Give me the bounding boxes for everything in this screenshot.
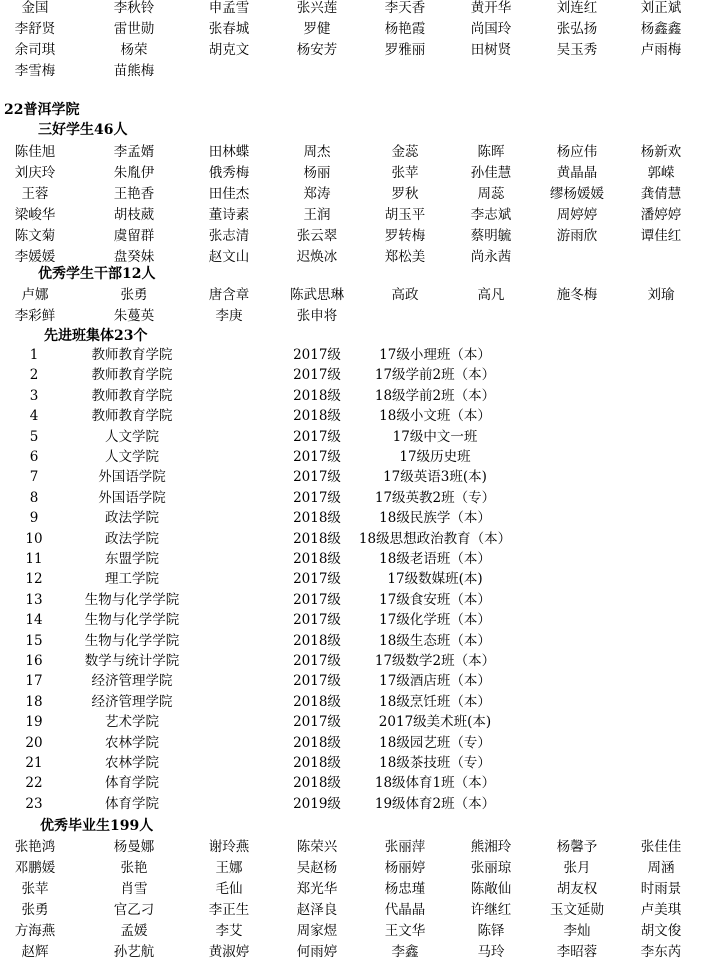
person-name: 李舒贤 (14, 21, 56, 37)
class-number: 9 (29, 510, 39, 527)
graduate-name-row (0, 900, 682, 921)
person-name: 李雪梅 (14, 63, 56, 79)
person-name: 罗健 (303, 21, 331, 37)
class-college: 教师教育学院 (91, 387, 173, 404)
person-name: 吴玉秀 (556, 42, 598, 58)
class-number: 8 (29, 489, 39, 506)
person-name: 潘婷婷 (640, 207, 682, 223)
person-name: 官乙刁 (113, 902, 155, 918)
person-name: 熊湘玲 (470, 839, 512, 855)
graduate-name-row (0, 837, 682, 858)
person-name: 李艾 (215, 923, 243, 939)
person-name: 谭佳红 (640, 228, 682, 244)
person-name: 马玲 (477, 944, 505, 960)
class-name: 18级烹饪班（本） (379, 693, 491, 710)
person-name: 杨丽婷 (384, 860, 426, 876)
name-row (0, 0, 682, 19)
class-table-row (0, 508, 657, 529)
person-name: 罗雅丽 (384, 42, 426, 58)
person-name: 杨忠瑾 (384, 881, 426, 897)
person-name: 赵文山 (208, 249, 250, 265)
class-college: 生物与化学学院 (84, 612, 180, 629)
class-year: 2017级 (293, 612, 341, 629)
person-name: 李秋铃 (113, 0, 155, 16)
person-name: 张月 (563, 860, 591, 876)
class-year: 2019级 (293, 795, 341, 812)
class-name: 17级酒店班（本） (379, 673, 491, 690)
person-name: 陈荣兴 (296, 839, 338, 855)
class-number: 17 (25, 673, 43, 690)
class-year: 2017级 (293, 571, 341, 588)
class-name: 18级老语班（本） (379, 551, 491, 567)
person-name: 李彩鲜 (14, 308, 56, 324)
class-table-row (0, 427, 657, 448)
person-name: 俄秀梅 (208, 165, 250, 181)
person-name: 李庚 (215, 308, 243, 324)
class-table-row (0, 692, 657, 713)
class-table-row (0, 671, 657, 692)
person-name: 刘庆玲 (14, 165, 56, 181)
class-college: 教师教育学院 (91, 367, 173, 384)
class-college: 生物与化学学院 (84, 632, 180, 649)
person-name: 王艳香 (113, 186, 155, 202)
person-name: 金国 (21, 0, 49, 16)
person-name: 朱蔓英 (113, 308, 155, 324)
cadre-name-row (0, 306, 657, 327)
person-name: 孙艺航 (113, 944, 155, 960)
class-table-row (0, 610, 657, 631)
person-name: 罗转梅 (384, 228, 426, 244)
person-name: 高凡 (477, 287, 505, 303)
class-table-row (0, 733, 657, 754)
person-name: 王娜 (215, 860, 243, 876)
class-number: 11 (25, 551, 43, 567)
class-number: 14 (25, 612, 43, 629)
class-college: 经济管理学院 (91, 693, 173, 710)
class-name: 18级学前2班（本） (374, 387, 496, 404)
class-number: 15 (25, 632, 43, 649)
person-name: 胡友权 (556, 881, 598, 897)
person-name: 王润 (303, 207, 331, 223)
person-name: 高政 (391, 287, 419, 303)
person-name: 张春城 (208, 21, 250, 37)
person-name: 迟焕冰 (296, 249, 338, 265)
person-name: 尚永茜 (470, 249, 512, 265)
cadre-name-row (0, 285, 675, 306)
person-name: 杨曼娜 (113, 839, 155, 855)
person-name: 虞留群 (113, 228, 155, 244)
person-name: 孙佳慧 (470, 165, 512, 181)
class-college: 农林学院 (105, 734, 159, 751)
class-table-row (0, 773, 657, 794)
person-name: 张云翠 (296, 228, 338, 244)
class-college: 东盟学院 (105, 551, 159, 567)
class-college: 外国语学院 (98, 469, 166, 486)
person-name: 陈武思琳 (290, 287, 344, 303)
person-name: 杨应伟 (556, 144, 598, 160)
person-name: 许继红 (470, 902, 512, 918)
class-name: 17级数媒班(本) (387, 571, 483, 588)
graduate-name-row (0, 879, 682, 900)
person-name: 郑松美 (384, 249, 426, 265)
class-number: 16 (25, 653, 43, 669)
person-name: 刘瑜 (647, 287, 675, 303)
person-name: 刘连红 (556, 0, 598, 16)
advanced-class-header: 先进班集体23个 (44, 328, 148, 344)
person-name: 李东芮 (640, 944, 682, 960)
person-name: 赵辉 (21, 944, 49, 960)
person-name: 张苹 (391, 165, 419, 181)
class-name: 17级中文一班 (392, 428, 478, 445)
class-college: 人文学院 (105, 449, 159, 465)
person-name: 杨安芳 (296, 42, 338, 58)
person-name: 张勇 (120, 287, 148, 303)
class-name: 17级化学班（本） (379, 612, 491, 629)
class-table-row (0, 712, 657, 733)
class-name: 17级英语3班(本) (383, 469, 487, 486)
class-college: 政法学院 (105, 510, 159, 527)
person-name: 盘癸妹 (113, 249, 155, 265)
person-name: 张勇 (21, 902, 49, 918)
person-name: 周蕊 (477, 186, 505, 202)
class-college: 教师教育学院 (91, 347, 173, 363)
person-name: 杨艳霞 (384, 21, 426, 37)
person-name: 张艳 (120, 860, 148, 876)
class-year: 2017级 (293, 591, 341, 608)
class-number: 18 (25, 693, 43, 710)
class-number: 5 (29, 428, 39, 445)
class-year: 2017级 (293, 428, 341, 445)
merit-name-row (0, 205, 682, 226)
person-name: 周家煜 (296, 923, 338, 939)
class-name: 18级民族学（本） (379, 510, 491, 527)
person-name: 唐含章 (208, 287, 250, 303)
class-year: 2018级 (293, 408, 341, 425)
class-year: 2018级 (293, 387, 341, 404)
class-name: 18级园艺班（专） (379, 734, 491, 751)
person-name: 施冬梅 (556, 287, 598, 303)
person-name: 李鑫 (391, 944, 419, 960)
person-name: 杨馨予 (556, 839, 598, 855)
person-name: 申孟雪 (208, 0, 250, 16)
person-name: 周杰 (303, 144, 331, 160)
person-name: 黄开华 (470, 0, 512, 16)
person-name: 卢美琪 (640, 902, 682, 918)
class-college: 人文学院 (105, 428, 159, 445)
person-name: 张志清 (208, 228, 250, 244)
class-year: 2017级 (293, 489, 341, 506)
class-number: 22 (25, 775, 43, 792)
person-name: 邓鹏媛 (14, 860, 56, 876)
person-name: 周婷婷 (556, 207, 598, 223)
class-number: 20 (25, 734, 43, 751)
class-number: 10 (25, 530, 43, 547)
person-name: 代晶晶 (384, 902, 426, 918)
class-year: 2017级 (293, 347, 341, 363)
class-college: 经济管理学院 (91, 673, 173, 690)
class-year: 2018级 (293, 755, 341, 771)
class-year: 2017级 (293, 449, 341, 465)
class-number: 21 (25, 755, 43, 771)
person-name: 谢玲燕 (208, 839, 250, 855)
merit-name-row (0, 142, 682, 163)
class-name: 17级英教2班（专） (374, 489, 496, 506)
graduate-name-row (0, 858, 675, 879)
class-name: 18级思想政治教育（本） (358, 530, 512, 547)
class-name: 18级茶技班（专） (379, 755, 491, 771)
person-name: 李媛媛 (14, 249, 56, 265)
person-name: 游雨欣 (556, 228, 598, 244)
graduate-name-row (0, 921, 682, 942)
class-table-row (0, 447, 657, 468)
class-table-row (0, 365, 657, 386)
class-table-row (0, 549, 657, 570)
person-name: 苗熊梅 (113, 63, 155, 79)
class-table-row (0, 569, 657, 590)
name-row (0, 19, 682, 40)
person-name: 余司琪 (14, 42, 56, 58)
class-table-row (0, 753, 657, 774)
name-row (0, 40, 682, 61)
merit-name-row (0, 226, 682, 247)
person-name: 田林蝶 (208, 144, 250, 160)
person-name: 张艳鸿 (14, 839, 56, 855)
class-name: 17级小理班（本） (379, 347, 491, 363)
class-college: 政法学院 (105, 530, 159, 547)
class-college: 体育学院 (105, 795, 159, 812)
person-name: 王蓉 (21, 186, 49, 202)
person-name: 胡克文 (208, 42, 250, 58)
class-table-row (0, 631, 657, 652)
person-name: 孟媛 (120, 923, 148, 939)
class-year: 2018级 (293, 734, 341, 751)
class-college: 教师教育学院 (91, 408, 173, 425)
person-name: 张弘扬 (556, 21, 598, 37)
class-table-row (0, 467, 657, 488)
class-number: 7 (29, 469, 39, 486)
class-number: 3 (29, 387, 39, 404)
class-name: 19级体育2班（本） (374, 795, 496, 812)
person-name: 黄淑婷 (208, 944, 250, 960)
class-college: 数学与统计学院 (84, 653, 180, 669)
person-name: 胡文俊 (640, 923, 682, 939)
class-number: 6 (29, 449, 39, 465)
name-row (0, 61, 657, 82)
class-number: 23 (25, 795, 43, 812)
person-name: 肖雪 (120, 881, 148, 897)
person-name: 雷世勋 (113, 21, 155, 37)
cadre-header: 优秀学生干部12人 (38, 266, 156, 282)
class-year: 2018级 (293, 693, 341, 710)
person-name: 郑光华 (296, 881, 338, 897)
class-name: 18级体育1班（本） (374, 775, 496, 792)
person-name: 李灿 (563, 923, 591, 939)
person-name: 何雨婷 (296, 944, 338, 960)
person-name: 朱胤伊 (113, 165, 155, 181)
graduate-name-row (0, 942, 682, 963)
class-year: 2017级 (293, 714, 341, 731)
person-name: 杨鑫鑫 (640, 21, 682, 37)
class-number: 4 (29, 408, 39, 425)
class-college: 艺术学院 (105, 714, 159, 731)
merit-name-row (0, 184, 682, 205)
graduates-header: 优秀毕业生199人 (40, 818, 154, 834)
person-name: 陈敞仙 (470, 881, 512, 897)
person-name: 陈文菊 (14, 228, 56, 244)
college-title: 22普洱学院 (4, 102, 80, 118)
class-table-row (0, 386, 657, 407)
person-name: 张丽琼 (470, 860, 512, 876)
person-name: 卢娜 (21, 287, 49, 303)
person-name: 张丽萍 (384, 839, 426, 855)
person-name: 罗秋 (391, 186, 419, 202)
class-table-row (0, 651, 657, 672)
person-name: 龚倩慧 (640, 186, 682, 202)
class-year: 2017级 (293, 673, 341, 690)
person-name: 周涵 (647, 860, 675, 876)
person-name: 吴赵杨 (296, 860, 338, 876)
person-name: 毛仙 (215, 881, 243, 897)
person-name: 时雨景 (640, 881, 682, 897)
class-table-row (0, 794, 657, 815)
person-name: 玉文延勋 (550, 902, 604, 918)
class-college: 生物与化学学院 (84, 591, 180, 608)
class-name: 18级生态班（本） (379, 632, 491, 649)
person-name: 王文华 (384, 923, 426, 939)
person-name: 胡枝葳 (113, 207, 155, 223)
class-year: 2018级 (293, 510, 341, 527)
person-name: 陈佳旭 (14, 144, 56, 160)
class-college: 体育学院 (105, 775, 159, 792)
person-name: 杨丽 (303, 165, 331, 181)
class-name: 17级学前2班（本） (374, 367, 496, 384)
person-name: 张佳佳 (640, 839, 682, 855)
person-name: 郭嵘 (647, 165, 675, 181)
person-name: 胡玉平 (384, 207, 426, 223)
class-college: 农林学院 (105, 755, 159, 771)
person-name: 刘正斌 (640, 0, 682, 16)
class-name: 2017级美术班(本) (378, 714, 492, 731)
person-name: 卢雨梅 (640, 42, 682, 58)
person-name: 李昭蓉 (556, 944, 598, 960)
class-year: 2018级 (293, 551, 341, 567)
person-name: 梁峻华 (14, 207, 56, 223)
class-name: 17级食安班（本） (379, 591, 491, 608)
person-name: 董诗素 (208, 207, 250, 223)
person-name: 杨荣 (120, 42, 148, 58)
class-number: 2 (29, 367, 39, 384)
class-name: 18级小文班（本） (379, 408, 491, 425)
class-year: 2018级 (293, 530, 341, 547)
class-number: 19 (25, 714, 43, 731)
person-name: 张苹 (21, 881, 49, 897)
person-name: 张兴莲 (296, 0, 338, 16)
person-name: 尚国玲 (470, 21, 512, 37)
person-name: 方海燕 (14, 923, 56, 939)
person-name: 李天香 (384, 0, 426, 16)
person-name: 金蕊 (391, 144, 419, 160)
person-name: 李正生 (208, 902, 250, 918)
person-name: 田佳杰 (208, 186, 250, 202)
person-name: 赵泽良 (296, 902, 338, 918)
class-year: 2017级 (293, 469, 341, 486)
merit-students-header: 三好学生46人 (38, 122, 128, 138)
class-year: 2018级 (293, 775, 341, 792)
class-college: 外国语学院 (98, 489, 166, 506)
person-name: 陈铎 (477, 923, 505, 939)
class-table-row (0, 529, 657, 550)
class-number: 12 (25, 571, 43, 588)
class-table-row (0, 406, 657, 427)
person-name: 张申将 (296, 308, 338, 324)
class-name: 17级数学2班（本） (374, 653, 496, 669)
person-name: 杨新欢 (640, 144, 682, 160)
class-year: 2018级 (293, 632, 341, 649)
person-name: 陈晖 (477, 144, 505, 160)
merit-name-row (0, 163, 675, 184)
class-number: 13 (25, 591, 43, 608)
person-name: 缪杨媛媛 (550, 186, 604, 202)
person-name: 李孟婿 (113, 144, 155, 160)
class-college: 理工学院 (105, 571, 159, 588)
person-name: 田树贤 (470, 42, 512, 58)
class-table-row (0, 345, 657, 366)
person-name: 郑涛 (303, 186, 331, 202)
class-number: 1 (29, 347, 39, 363)
person-name: 蔡明毓 (470, 228, 512, 244)
class-name: 17级历史班 (399, 449, 471, 465)
class-table-row (0, 590, 657, 611)
class-year: 2017级 (293, 653, 341, 669)
class-table-row (0, 488, 657, 509)
person-name: 黄晶晶 (556, 165, 598, 181)
person-name: 李志斌 (470, 207, 512, 223)
class-year: 2017级 (293, 367, 341, 384)
